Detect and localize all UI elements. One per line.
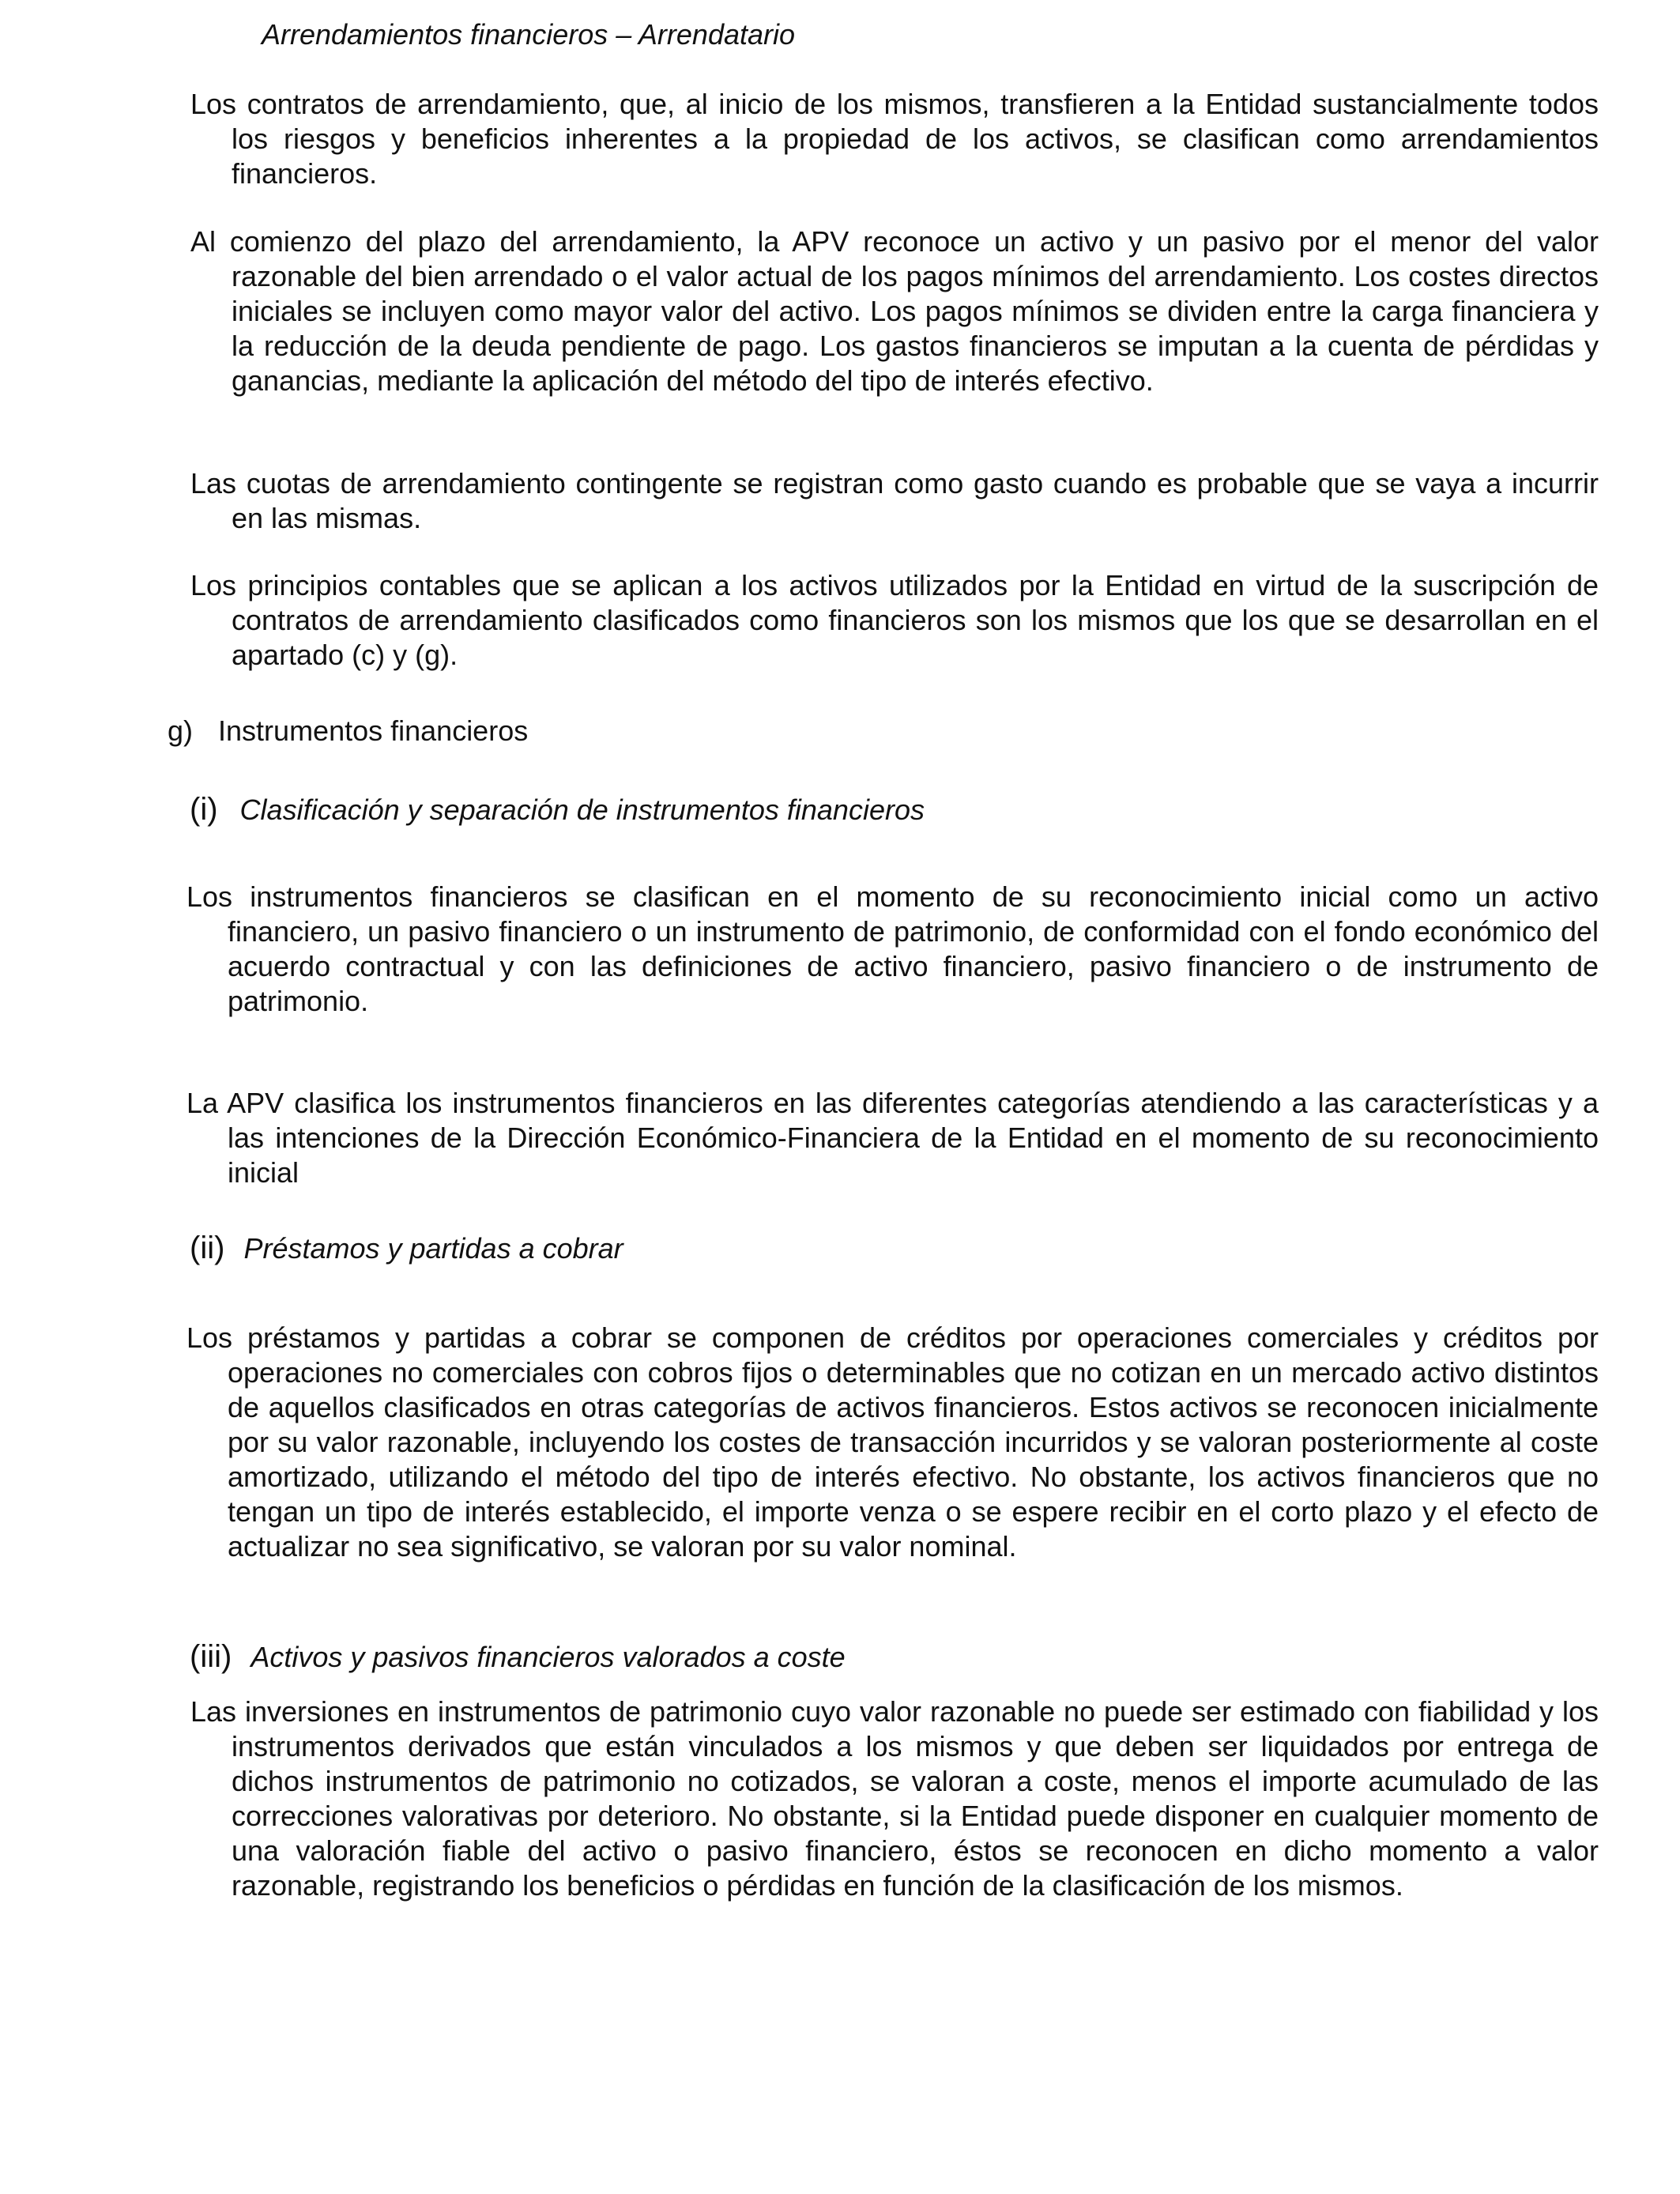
paragraph-sub-ii: Los préstamos y partidas a cobrar se componen de créditos por operaciones comerciales y créditos por operaciones no comerciales con cobros fijos o determinables que no cotizan en un mercado activo distintos de aquellos clasificados en otras categorías de activos financieros. Estos activos se reconocen inicialmente por su valor razonable, incluyendo los costes de transacción incurridos y se valoran posteriormente al coste amortizado, utilizando el método del tipo de interés efectivo. No obstante, los activos financieros que no tengan un tipo de interés establecido, el importe venza o se espere recibir en el corto plazo y el efecto de actualizar no sea significativo, se valoran por su valor nominal. bbox=[186, 1321, 1599, 1563]
paragraph-sub-iii: Las inversiones en instrumentos de patrimonio cuyo valor razonable no puede ser estimado con fiabilidad y los instrumentos derivados que están vinculados a los mismos y que deben ser liquidados por entrega de dichos instrumentos de patrimonio no cotizados, se valoran a coste, menos el importe acumulado de las correcciones valorativas por deterioro. No obstante, si la Entidad puede disponer en cualquier momento de una valoración fiable del activo o pasivo financiero, éstos se reconocen en dicho momento a valor razonable, registrando los beneficios o pérdidas en función de la clasificación de los mismos. bbox=[190, 1695, 1599, 1902]
sub-iii-title: Activos y pasivos financieros valorados a coste bbox=[250, 1641, 846, 1673]
sub-ii-heading bbox=[190, 1231, 623, 1266]
sub-iii-heading bbox=[190, 1639, 846, 1675]
paragraph-lease-4: Los principios contables que se aplican a los activos utilizados por la Entidad en virtud de la suscripción de contratos de arrendamiento clasificados como financieros son los mismos que los que se desarrollan en el apartado (c) y (g). bbox=[190, 569, 1599, 671]
section-g-heading bbox=[168, 714, 528, 748]
paragraph-lease-1: Los contratos de arrendamiento, que, al inicio de los mismos, transfieren a la Entidad sustancialmente todos los riesgos y beneficios inherentes a la propiedad de los activos, se clasifican como arrendamientos financieros. bbox=[190, 88, 1599, 190]
section-g-marker: g) bbox=[168, 714, 194, 747]
sub-ii-title: Préstamos y partidas a cobrar bbox=[243, 1232, 623, 1265]
section-g-title: Instrumentos financieros bbox=[218, 714, 529, 747]
paragraph-lease-3: Las cuotas de arrendamiento contingente se registran como gasto cuando es probable que se vaya a incurrir en las mismas. bbox=[190, 467, 1599, 534]
paragraph-sub-i-1: Los instrumentos financieros se clasifican en el momento de su reconocimiento inicial como un activo financiero, un pasivo financiero o un instrumento de patrimonio, de conformidad con el fondo económico del acuerdo contractual y con las definiciones de activo financiero, pasivo financiero o de instrumento de patrimonio. bbox=[186, 880, 1599, 1017]
sub-i-title: Clasificación y separación de instrumentos financieros bbox=[239, 794, 925, 826]
sub-i-marker: (i) bbox=[190, 792, 218, 827]
sub-ii-marker: (ii) bbox=[190, 1231, 225, 1265]
sub-iii-marker: (iii) bbox=[190, 1639, 232, 1674]
paragraph-sub-i-2: La APV clasifica los instrumentos financieros en las diferentes categorías atendiendo a las características y a las intenciones de la Dirección Económico-Financiera de la Entidad en el momento de su reconocimiento inicial bbox=[186, 1087, 1599, 1189]
subsection-title: Arrendamientos financieros – Arrendatario bbox=[262, 18, 796, 51]
paragraph-lease-2: Al comienzo del plazo del arrendamiento, la APV reconoce un activo y un pasivo por el menor del valor razonable del bien arrendado o el valor actual de los pagos mínimos del arrendamiento. Los costes directos iniciales se incluyen como mayor valor del activo. Los pagos mínimos se dividen entre la carga financiera y la reducción de la deuda pendiente de pago. Los gastos financieros se imputan a la cuenta de pérdidas y ganancias, mediante la aplicación del método del tipo de interés efectivo. bbox=[190, 225, 1599, 397]
sub-i-heading bbox=[190, 792, 925, 827]
